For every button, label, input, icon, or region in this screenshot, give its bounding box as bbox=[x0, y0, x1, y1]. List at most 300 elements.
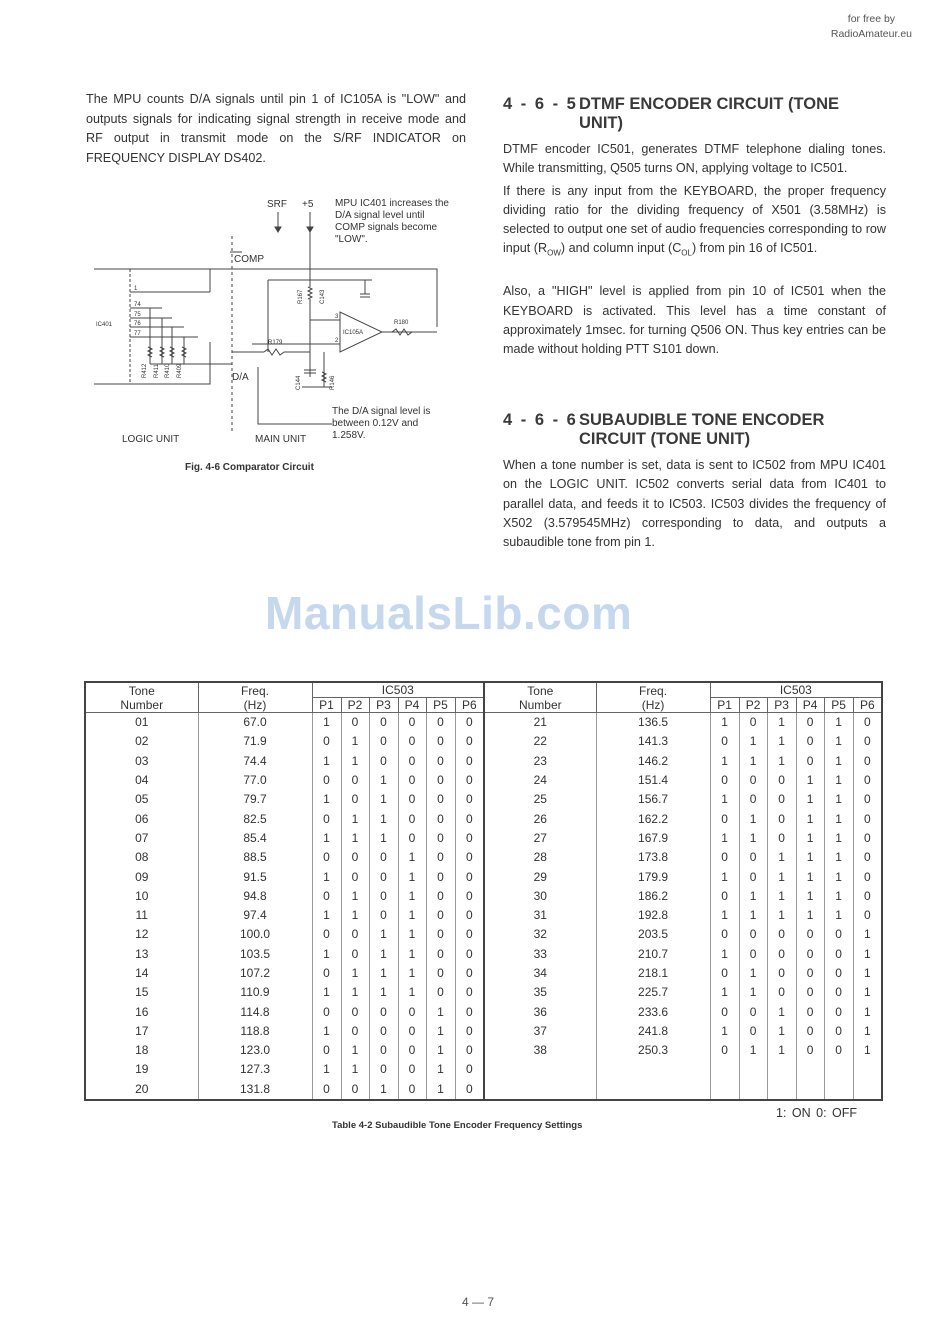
left-cell-p4: 1 bbox=[398, 906, 426, 925]
right-cell-p3: 1 bbox=[767, 1041, 796, 1060]
left-cell-p5: 0 bbox=[426, 925, 455, 944]
left-cell-p1: 1 bbox=[312, 1022, 341, 1041]
left-cell-tone: 20 bbox=[85, 1080, 198, 1100]
left-cell-p3: 1 bbox=[369, 809, 398, 828]
left-cell-p1: 1 bbox=[312, 983, 341, 1002]
right-cell-freq: 225.7 bbox=[596, 983, 710, 1002]
right-cell-p5 bbox=[824, 1060, 853, 1079]
left-cell-p6: 0 bbox=[455, 848, 484, 867]
tone-table-body bbox=[85, 713, 882, 1101]
right-cell-p4 bbox=[796, 1060, 824, 1079]
right-cell-tone: 28 bbox=[484, 848, 596, 867]
left-cell-p1: 1 bbox=[312, 752, 341, 771]
left-cell-freq: 82.5 bbox=[198, 809, 312, 828]
label-c143: C143 bbox=[320, 289, 326, 304]
right-cell-p3: 1 bbox=[767, 1022, 796, 1041]
right-cell-p1: 1 bbox=[710, 867, 739, 886]
manualslib-watermark: ManualsLib.com bbox=[265, 587, 633, 639]
left-cell-p2: 1 bbox=[341, 809, 369, 828]
right-cell-p6 bbox=[853, 1060, 882, 1079]
left-cell-tone: 06 bbox=[85, 809, 198, 828]
left-cell-p5: 1 bbox=[426, 1080, 455, 1100]
left-cell-p5: 1 bbox=[426, 1041, 455, 1060]
right-cell-p2: 1 bbox=[739, 887, 767, 906]
left-cell-freq: 79.7 bbox=[198, 790, 312, 809]
right-cell-p4: 1 bbox=[796, 848, 824, 867]
left-cell-p6: 0 bbox=[455, 809, 484, 828]
right-cell-p5: 1 bbox=[824, 752, 853, 771]
label-ic401: IC401 bbox=[96, 322, 113, 328]
right-cell-p3: 1 bbox=[767, 732, 796, 751]
left-cell-p2: 1 bbox=[341, 887, 369, 906]
left-cell-p3: 1 bbox=[369, 964, 398, 983]
left-cell-p4: 1 bbox=[398, 964, 426, 983]
left-cell-p5: 0 bbox=[426, 771, 455, 790]
left-cell-p1: 1 bbox=[312, 945, 341, 964]
table-row bbox=[85, 1080, 882, 1100]
source-watermark-line1: for free by bbox=[847, 13, 896, 25]
right-cell-tone: 35 bbox=[484, 983, 596, 1002]
left-cell-p3: 1 bbox=[369, 945, 398, 964]
left-cell-p1: 0 bbox=[312, 964, 341, 983]
left-cell-p4: 0 bbox=[398, 713, 426, 733]
left-cell-p5: 0 bbox=[426, 752, 455, 771]
comparator-circuit-diagram bbox=[92, 192, 482, 454]
right-cell-p3: 0 bbox=[767, 829, 796, 848]
right-cell-p2 bbox=[739, 1060, 767, 1079]
table-row bbox=[85, 867, 882, 886]
left-cell-p1: 0 bbox=[312, 925, 341, 944]
right-cell-p4: 0 bbox=[796, 964, 824, 983]
table-row bbox=[85, 732, 882, 751]
left-cell-freq: 118.8 bbox=[198, 1022, 312, 1041]
right-cell-p1: 0 bbox=[710, 887, 739, 906]
left-cell-tone: 13 bbox=[85, 945, 198, 964]
left-cell-p3: 1 bbox=[369, 1080, 398, 1100]
right-cell-tone: 23 bbox=[484, 752, 596, 771]
right-cell-p2: 1 bbox=[739, 829, 767, 848]
right-cell-p3: 1 bbox=[767, 713, 796, 733]
table-row bbox=[85, 790, 882, 809]
left-cell-freq: 77.0 bbox=[198, 771, 312, 790]
label-pin-74: 74 bbox=[134, 302, 141, 308]
header-tone-number-left: Tone Number bbox=[85, 682, 198, 713]
header-tone-number-right: Tone Number bbox=[484, 682, 596, 713]
right-cell-p3: 1 bbox=[767, 867, 796, 886]
right-cell-p2: 0 bbox=[739, 713, 767, 733]
left-cell-p6: 0 bbox=[455, 867, 484, 886]
left-cell-p4: 0 bbox=[398, 752, 426, 771]
right-cell-p6: 0 bbox=[853, 771, 882, 790]
left-cell-p6: 0 bbox=[455, 906, 484, 925]
right-cell-freq: 141.3 bbox=[596, 732, 710, 751]
note-top-line1: MPU IC401 increases the bbox=[335, 198, 449, 209]
right-cell-freq: 218.1 bbox=[596, 964, 710, 983]
left-cell-p1: 0 bbox=[312, 809, 341, 828]
left-cell-p5: 0 bbox=[426, 964, 455, 983]
right-cell-tone: 30 bbox=[484, 887, 596, 906]
right-cell-p6: 0 bbox=[853, 809, 882, 828]
left-cell-p6: 0 bbox=[455, 1041, 484, 1060]
left-cell-p3: 1 bbox=[369, 925, 398, 944]
right-cell-p5: 0 bbox=[824, 964, 853, 983]
right-cell-p6: 0 bbox=[853, 867, 882, 886]
right-cell-freq: 179.9 bbox=[596, 867, 710, 886]
note-bottom-line2: between 0.12V and bbox=[332, 418, 419, 429]
right-cell-freq: 241.8 bbox=[596, 1022, 710, 1041]
right-cell-p3 bbox=[767, 1080, 796, 1100]
right-cell-freq: 151.4 bbox=[596, 771, 710, 790]
left-cell-p3: 0 bbox=[369, 1022, 398, 1041]
right-cell-p4: 0 bbox=[796, 1002, 824, 1021]
left-cell-p4: 0 bbox=[398, 1022, 426, 1041]
left-cell-freq: 85.4 bbox=[198, 829, 312, 848]
left-cell-p1: 0 bbox=[312, 1041, 341, 1060]
right-cell-p3: 0 bbox=[767, 983, 796, 1002]
left-cell-tone: 09 bbox=[85, 867, 198, 886]
right-cell-p3: 1 bbox=[767, 906, 796, 925]
right-cell-p1: 0 bbox=[710, 809, 739, 828]
left-cell-p1: 0 bbox=[312, 1002, 341, 1021]
left-cell-tone: 08 bbox=[85, 848, 198, 867]
right-cell-p2: 1 bbox=[739, 983, 767, 1002]
left-cell-p5: 0 bbox=[426, 983, 455, 1002]
right-cell-p6: 0 bbox=[853, 848, 882, 867]
left-cell-p6: 0 bbox=[455, 771, 484, 790]
note-top-line2: D/A signal level until bbox=[335, 210, 425, 221]
left-cell-p6: 0 bbox=[455, 945, 484, 964]
left-cell-p6: 0 bbox=[455, 1060, 484, 1079]
left-cell-p6: 0 bbox=[455, 1080, 484, 1100]
left-cell-p2: 0 bbox=[341, 1002, 369, 1021]
left-cell-p4: 0 bbox=[398, 1041, 426, 1060]
table-row bbox=[85, 983, 882, 1002]
right-cell-p2: 0 bbox=[739, 771, 767, 790]
right-cell-p4: 0 bbox=[796, 945, 824, 964]
right-cell-p1: 0 bbox=[710, 964, 739, 983]
left-cell-p4: 1 bbox=[398, 867, 426, 886]
right-cell-p1: 0 bbox=[710, 732, 739, 751]
right-cell-p5 bbox=[824, 1080, 853, 1100]
left-cell-tone: 16 bbox=[85, 1002, 198, 1021]
right-cell-p2: 0 bbox=[739, 790, 767, 809]
source-watermark-line2: RadioAmateur.eu bbox=[830, 28, 912, 40]
right-cell-p6: 0 bbox=[853, 752, 882, 771]
section-4-6-6-heading bbox=[503, 411, 887, 449]
left-cell-tone: 01 bbox=[85, 713, 198, 733]
left-cell-p2: 0 bbox=[341, 848, 369, 867]
table-legend: 1: ON 0: OFF bbox=[776, 1106, 858, 1120]
left-cell-freq: 103.5 bbox=[198, 945, 312, 964]
label-comp: COMP bbox=[234, 254, 264, 265]
right-cell-tone: 32 bbox=[484, 925, 596, 944]
header-p5-left: P5 bbox=[426, 698, 455, 713]
right-cell-p1: 1 bbox=[710, 752, 739, 771]
left-cell-p2: 1 bbox=[341, 752, 369, 771]
table-row bbox=[85, 1022, 882, 1041]
right-cell-tone: 31 bbox=[484, 906, 596, 925]
left-cell-p2: 1 bbox=[341, 983, 369, 1002]
right-cell-p2: 0 bbox=[739, 1002, 767, 1021]
left-cell-p2: 0 bbox=[341, 1080, 369, 1100]
right-cell-p5: 0 bbox=[824, 983, 853, 1002]
table-row bbox=[85, 945, 882, 964]
left-cell-p1: 1 bbox=[312, 790, 341, 809]
left-cell-tone: 02 bbox=[85, 732, 198, 751]
left-cell-p2: 0 bbox=[341, 925, 369, 944]
left-cell-p5: 1 bbox=[426, 1002, 455, 1021]
label-pin-76: 76 bbox=[134, 321, 141, 327]
table-caption: Table 4-2 Subaudible Tone Encoder Frequency Settings bbox=[332, 1120, 583, 1131]
header-p4-left: P4 bbox=[398, 698, 426, 713]
header-p2-right: P2 bbox=[739, 698, 767, 713]
left-cell-p4: 1 bbox=[398, 887, 426, 906]
right-cell-p3: 0 bbox=[767, 790, 796, 809]
table-row bbox=[85, 771, 882, 790]
right-cell-p1: 1 bbox=[710, 829, 739, 848]
table-row bbox=[85, 848, 882, 867]
right-cell-p1: 1 bbox=[710, 713, 739, 733]
right-cell-p5: 1 bbox=[824, 809, 853, 828]
left-cell-p6: 0 bbox=[455, 1002, 484, 1021]
right-cell-p3: 1 bbox=[767, 887, 796, 906]
left-cell-p2: 0 bbox=[341, 945, 369, 964]
left-cell-tone: 07 bbox=[85, 829, 198, 848]
left-cell-p3: 1 bbox=[369, 983, 398, 1002]
right-cell-p5: 1 bbox=[824, 790, 853, 809]
left-cell-freq: 88.5 bbox=[198, 848, 312, 867]
right-cell-p3 bbox=[767, 1060, 796, 1079]
left-cell-p4: 0 bbox=[398, 1080, 426, 1100]
right-cell-tone: 26 bbox=[484, 809, 596, 828]
right-cell-p2: 1 bbox=[739, 1041, 767, 1060]
subaudible-tone-table bbox=[84, 681, 883, 1101]
right-cell-tone: 38 bbox=[484, 1041, 596, 1060]
left-cell-p6: 0 bbox=[455, 752, 484, 771]
right-cell-p6: 1 bbox=[853, 1002, 882, 1021]
left-cell-tone: 05 bbox=[85, 790, 198, 809]
right-cell-p4 bbox=[796, 1080, 824, 1100]
left-cell-p3: 0 bbox=[369, 732, 398, 751]
right-cell-p5: 1 bbox=[824, 848, 853, 867]
right-cell-p1: 0 bbox=[710, 1041, 739, 1060]
left-cell-p2: 1 bbox=[341, 732, 369, 751]
left-cell-freq: 127.3 bbox=[198, 1060, 312, 1079]
left-cell-tone: 19 bbox=[85, 1060, 198, 1079]
left-cell-p6: 0 bbox=[455, 732, 484, 751]
source-watermark bbox=[831, 12, 912, 42]
left-cell-p5: 0 bbox=[426, 945, 455, 964]
left-cell-p2: 1 bbox=[341, 1041, 369, 1060]
right-cell-freq: 146.2 bbox=[596, 752, 710, 771]
section-4-6-6-paragraph-1: When a tone number is set, data is sent to IC502 from MPU IC401 on the LOGIC UNIT. IC502 converts serial data from IC401 to parallel data, and feeds it to IC503. IC503 divides the frequency of X502 (3.579545MHz) corresponding to data, and outputs a subaudible tone from pin 1. bbox=[503, 458, 886, 550]
right-cell-p3: 1 bbox=[767, 848, 796, 867]
left-cell-freq: 114.8 bbox=[198, 1002, 312, 1021]
right-cell-tone bbox=[484, 1060, 596, 1079]
header-ic503-right: IC503 bbox=[710, 682, 882, 698]
label-r146: R146 bbox=[330, 375, 336, 390]
left-cell-p6: 0 bbox=[455, 983, 484, 1002]
left-cell-p5: 0 bbox=[426, 906, 455, 925]
right-cell-p3: 1 bbox=[767, 1002, 796, 1021]
right-cell-p3: 0 bbox=[767, 809, 796, 828]
right-cell-p6: 0 bbox=[853, 887, 882, 906]
right-cell-p4: 0 bbox=[796, 925, 824, 944]
header-freq-right: Freq. (Hz) bbox=[596, 682, 710, 713]
left-cell-p3: 0 bbox=[369, 848, 398, 867]
left-cell-p5: 0 bbox=[426, 790, 455, 809]
right-cell-tone: 25 bbox=[484, 790, 596, 809]
right-cell-p6: 1 bbox=[853, 983, 882, 1002]
left-cell-tone: 03 bbox=[85, 752, 198, 771]
left-cell-p2: 1 bbox=[341, 829, 369, 848]
right-cell-p4: 0 bbox=[796, 983, 824, 1002]
right-cell-p6: 0 bbox=[853, 829, 882, 848]
left-cell-freq: 123.0 bbox=[198, 1041, 312, 1060]
left-cell-freq: 74.4 bbox=[198, 752, 312, 771]
right-cell-p4: 1 bbox=[796, 790, 824, 809]
left-cell-freq: 110.9 bbox=[198, 983, 312, 1002]
right-cell-freq: 233.6 bbox=[596, 1002, 710, 1021]
right-cell-p2: 1 bbox=[739, 964, 767, 983]
right-cell-p2: 0 bbox=[739, 848, 767, 867]
left-cell-p2: 1 bbox=[341, 1060, 369, 1079]
left-cell-p5: 0 bbox=[426, 887, 455, 906]
section-4-6-5-number: 4 - 6 - 5 bbox=[503, 95, 578, 113]
table-row bbox=[85, 809, 882, 828]
label-opamp-pin2: 2 bbox=[335, 338, 339, 344]
right-cell-p1 bbox=[710, 1060, 739, 1079]
label-r180: R180 bbox=[394, 320, 409, 326]
right-cell-freq: 167.9 bbox=[596, 829, 710, 848]
right-cell-p4: 1 bbox=[796, 906, 824, 925]
left-cell-p3: 1 bbox=[369, 829, 398, 848]
left-cell-tone: 11 bbox=[85, 906, 198, 925]
right-cell-freq: 210.7 bbox=[596, 945, 710, 964]
left-cell-freq: 107.2 bbox=[198, 964, 312, 983]
left-cell-p3: 0 bbox=[369, 752, 398, 771]
right-cell-p1: 0 bbox=[710, 848, 739, 867]
section-4-6-5 bbox=[503, 95, 887, 359]
left-cell-p2: 0 bbox=[341, 771, 369, 790]
table-row bbox=[85, 1002, 882, 1021]
right-cell-p4: 0 bbox=[796, 1022, 824, 1041]
intro-paragraph: The MPU counts D/A signals until pin 1 of IC105A is "LOW" and outputs signals for indicating signal strength in receive mode and RF output in transmit mode on the S/RF INDICATOR on FREQUENCY DISPLAY DS402. bbox=[86, 92, 466, 165]
right-cell-tone: 27 bbox=[484, 829, 596, 848]
right-cell-p4: 1 bbox=[796, 771, 824, 790]
right-cell-freq: 250.3 bbox=[596, 1041, 710, 1060]
header-freq-left: Freq. (Hz) bbox=[198, 682, 312, 713]
table-row bbox=[85, 752, 882, 771]
left-cell-freq: 131.8 bbox=[198, 1080, 312, 1100]
left-cell-p2: 0 bbox=[341, 713, 369, 733]
right-cell-p6: 0 bbox=[853, 713, 882, 733]
left-cell-tone: 10 bbox=[85, 887, 198, 906]
table-row bbox=[85, 964, 882, 983]
left-cell-p4: 0 bbox=[398, 1002, 426, 1021]
left-cell-p3: 0 bbox=[369, 713, 398, 733]
right-cell-p5: 1 bbox=[824, 732, 853, 751]
right-cell-p6: 1 bbox=[853, 925, 882, 944]
left-cell-p6: 0 bbox=[455, 713, 484, 733]
left-cell-p1: 0 bbox=[312, 887, 341, 906]
label-ic105a: IC105A bbox=[343, 330, 364, 336]
right-cell-p5: 0 bbox=[824, 925, 853, 944]
right-cell-p5: 1 bbox=[824, 713, 853, 733]
left-cell-p4: 0 bbox=[398, 1060, 426, 1079]
left-cell-p3: 0 bbox=[369, 1060, 398, 1079]
right-cell-p6: 1 bbox=[853, 1022, 882, 1041]
left-cell-p6: 0 bbox=[455, 790, 484, 809]
right-cell-p4: 1 bbox=[796, 887, 824, 906]
right-cell-p4: 1 bbox=[796, 809, 824, 828]
right-cell-p1: 0 bbox=[710, 1002, 739, 1021]
left-cell-p5: 0 bbox=[426, 809, 455, 828]
left-cell-freq: 100.0 bbox=[198, 925, 312, 944]
left-cell-freq: 67.0 bbox=[198, 713, 312, 733]
label-r409: R409 bbox=[177, 363, 183, 378]
note-top-line3: COMP signals become bbox=[335, 222, 438, 233]
right-cell-tone: 24 bbox=[484, 771, 596, 790]
left-cell-p4: 0 bbox=[398, 732, 426, 751]
left-cell-tone: 15 bbox=[85, 983, 198, 1002]
header-p6-right: P6 bbox=[853, 698, 882, 713]
right-cell-p5: 1 bbox=[824, 887, 853, 906]
right-cell-p6: 0 bbox=[853, 906, 882, 925]
left-cell-p3: 0 bbox=[369, 1002, 398, 1021]
header-p2-left: P2 bbox=[341, 698, 369, 713]
left-cell-p6: 0 bbox=[455, 925, 484, 944]
right-cell-p4: 0 bbox=[796, 752, 824, 771]
right-cell-p5: 0 bbox=[824, 945, 853, 964]
right-cell-p4: 1 bbox=[796, 829, 824, 848]
right-cell-p2 bbox=[739, 1080, 767, 1100]
left-cell-p3: 0 bbox=[369, 906, 398, 925]
right-cell-tone: 34 bbox=[484, 964, 596, 983]
left-cell-p5: 1 bbox=[426, 1022, 455, 1041]
right-cell-p4: 1 bbox=[796, 867, 824, 886]
table-row bbox=[85, 906, 882, 925]
right-cell-p6: 0 bbox=[853, 790, 882, 809]
right-cell-p5: 1 bbox=[824, 829, 853, 848]
note-bottom-line3: 1.258V. bbox=[332, 430, 366, 441]
right-cell-p1 bbox=[710, 1080, 739, 1100]
header-p5-right: P5 bbox=[824, 698, 853, 713]
right-cell-p4: 0 bbox=[796, 732, 824, 751]
left-cell-p4: 1 bbox=[398, 925, 426, 944]
table-row bbox=[85, 1041, 882, 1060]
right-cell-tone bbox=[484, 1080, 596, 1100]
right-cell-freq: 136.5 bbox=[596, 713, 710, 733]
right-cell-p3: 0 bbox=[767, 771, 796, 790]
header-p1-left: P1 bbox=[312, 698, 341, 713]
right-cell-freq: 192.8 bbox=[596, 906, 710, 925]
right-cell-tone: 22 bbox=[484, 732, 596, 751]
left-cell-p4: 0 bbox=[398, 790, 426, 809]
left-cell-p1: 1 bbox=[312, 713, 341, 733]
header-p6-left: P6 bbox=[455, 698, 484, 713]
note-top-line4: "LOW". bbox=[335, 234, 368, 245]
right-cell-p1: 1 bbox=[710, 1022, 739, 1041]
right-cell-tone: 29 bbox=[484, 867, 596, 886]
header-p4-right: P4 bbox=[796, 698, 824, 713]
right-cell-p2: 0 bbox=[739, 945, 767, 964]
right-cell-p5: 1 bbox=[824, 906, 853, 925]
left-cell-p1: 1 bbox=[312, 906, 341, 925]
table-row bbox=[85, 713, 882, 733]
right-cell-freq: 173.8 bbox=[596, 848, 710, 867]
section-4-6-5-paragraph-1: DTMF encoder IC501, generates DTMF telephone dialing tones. While transmitting, Q505 turns ON, applying voltage to IC501. bbox=[503, 142, 886, 176]
